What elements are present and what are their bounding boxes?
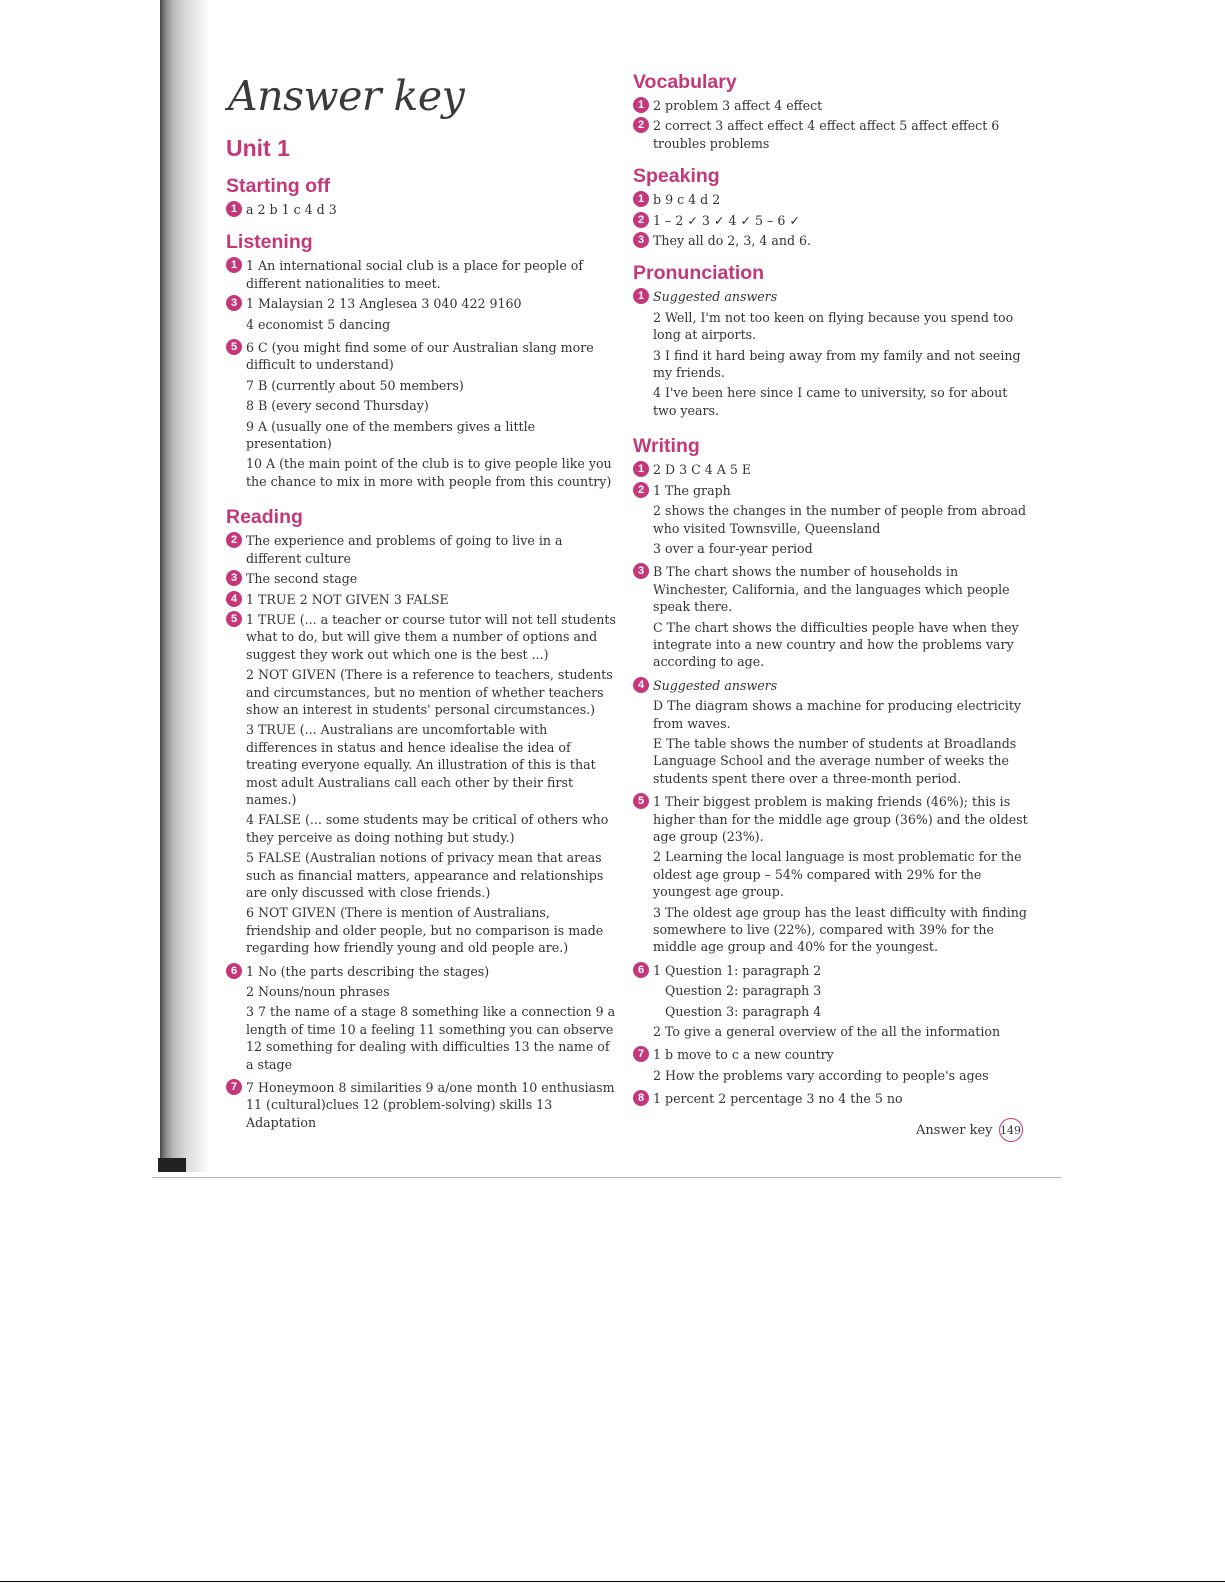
writing-q3 (633, 563, 1033, 673)
heading-vocabulary: Vocabulary (633, 71, 737, 93)
answer-text: 2 problem 3 affect 4 effect (653, 98, 823, 113)
pronunciation-q1 (633, 288, 1033, 422)
answer-line: 3 The oldest age group has the least difficulty with finding somewhere to live (22%), compared with 39% for the middle age group and 40% for the youngest. (653, 904, 1027, 955)
answer-line: 2 To give a general overview of the all the information (653, 1024, 1001, 1040)
writing-q2 (633, 482, 1033, 561)
answer-line: 9 A (usually one of the members gives a little presentation) (246, 418, 536, 452)
heading-writing: Writing (633, 435, 700, 458)
answer-line: 8 B (every second Thursday) (246, 398, 429, 414)
answer-line: 1 Their biggest problem is making friends (46%); this is higher than for the middle age group (36%) and the oldest age group (23%). (653, 794, 1028, 844)
listening-q5 (226, 339, 618, 493)
page-number: 149 (999, 1118, 1023, 1142)
answer-line: 7 B (currently about 50 members) (246, 377, 464, 393)
question-number-badge: 5 (226, 611, 242, 627)
book-spine-corner (158, 1158, 186, 1172)
question-number-badge: 1 (226, 201, 242, 217)
question-number-badge: 1 (633, 288, 649, 304)
question-number-badge: 2 (226, 532, 242, 548)
answer-line: 1 The graph (653, 482, 731, 498)
answer-line: 3 TRUE (... Australians are uncomfortable with differences in status and hence idealise the idea of treating everyone equally. An illustration of this is that most adult Australians call each other by their first names.) (246, 722, 596, 807)
answer-line: D The diagram shows a machine for producing electricity from waves. (653, 698, 1022, 731)
question-number-badge: 3 (633, 232, 649, 248)
question-number-badge: 7 (226, 1079, 242, 1095)
answer-line: 5 FALSE (Australian notions of privacy mean that areas such as financial matters, appearance and relationships are only discussed with close friends.) (246, 850, 604, 900)
heading-starting-off: Starting off (226, 175, 330, 197)
reading-q5 (226, 611, 618, 960)
answer-line: 2 NOT GIVEN (There is a reference to teachers, students and circumstances, but no mention of whether teachers show an interest in students' personal circumstances.) (246, 667, 613, 717)
answer-text: 2 correct 3 affect effect 4 effect affect 5 affect effect 6 troubles problems (653, 118, 1000, 151)
writing-q4 (633, 677, 1033, 790)
answer-line: Question 2: paragraph 3 (665, 983, 822, 999)
answer-line: 1 No (the parts describing the stages) (246, 963, 490, 979)
question-number-badge: 2 (633, 212, 649, 228)
bottom-rule (0, 1581, 1225, 1582)
answer-line: E The table shows the number of students at Broadlands Language School and the average number of weeks the students spent there over a three-month period. (653, 735, 1017, 786)
reading-q4 (226, 591, 618, 608)
answer-intro: Suggested answers (653, 289, 778, 305)
question-number-badge: 3 (633, 563, 649, 579)
question-number-badge: 1 (226, 257, 242, 273)
answer-text: The experience and problems of going to live in a different culture (246, 533, 563, 566)
answer-line: 3 7 the name of a stage 8 something like a connection 9 a length of time 10 a feeling 11 something you can observe 12 something for dealing with difficulties 13 the name of a stage (246, 1004, 616, 1072)
question-number-badge: 5 (226, 339, 242, 355)
unit-title: Unit 1 (226, 135, 290, 161)
answer-line: 4 economist 5 dancing (246, 316, 391, 332)
reading-q2 (226, 532, 618, 567)
answer-line: 2 Learning the local language is most problematic for the oldest age group – 54% compared with 29% for the youngest age group. (653, 849, 1022, 900)
right-column (633, 62, 1033, 1111)
speaking-q1 (633, 191, 1033, 208)
answer-line: 6 C (you might find some of our Australian slang more difficult to understand) (246, 340, 594, 373)
vocabulary-q1 (633, 97, 1033, 114)
reading-q6 (226, 963, 618, 1076)
heading-pronunciation: Pronunciation (633, 262, 765, 285)
listening-q3 (226, 295, 618, 336)
answer-text: 1 – 2 ✓ 3 ✓ 4 ✓ 5 – 6 ✓ (653, 212, 800, 228)
speaking-q3 (633, 232, 1033, 249)
question-number-badge: 4 (633, 677, 649, 693)
answer-line: 2 Nouns/noun phrases (246, 984, 390, 1000)
answer-line: 1 Malaysian 2 13 Anglesea 3 040 422 9160 (246, 296, 522, 312)
question-number-badge: 6 (633, 962, 649, 978)
question-number-badge: 3 (226, 570, 242, 586)
question-number-badge: 1 (633, 461, 649, 477)
book-spine-shadow (160, 0, 210, 1172)
answer-line: 2 shows the changes in the number of people from abroad who visited Townsville, Queensland (653, 503, 1027, 536)
question-number-badge: 1 (633, 97, 649, 113)
answer-text: 7 Honeymoon 8 similarities 9 a/one month 10 enthusiasm 11 (cultural)clues 12 (problem-solving) skills 13 Adaptation (246, 1080, 615, 1130)
vocabulary-q2 (633, 117, 1033, 152)
speaking-q2 (633, 212, 1033, 229)
writing-q1 (633, 461, 1033, 478)
answer-text: The second stage (246, 571, 358, 587)
answer-line: 4 I've been here since I came to university, so for about two years. (653, 385, 1008, 418)
question-number-badge: 7 (633, 1046, 649, 1062)
answer-line: 10 A (the main point of the club is to give people like you the chance to mix in more with people from this country) (246, 456, 612, 489)
answer-text: 1 percent 2 percentage 3 no 4 the 5 no (653, 1091, 903, 1107)
answer-line: 1 b move to c a new country (653, 1047, 834, 1063)
writing-q6 (633, 962, 1033, 1044)
answer-text: They all do 2, 3, 4 and 6. (653, 233, 812, 249)
question-number-badge: 2 (633, 117, 649, 133)
writing-q8 (633, 1090, 1033, 1107)
answer-text: a 2 b 1 c 4 d 3 (246, 202, 337, 217)
question-number-badge: 6 (226, 963, 242, 979)
answer-line: 6 NOT GIVEN (There is mention of Australians, friendship and older people, but no comparison is made regarding how friendly young and old people are.) (246, 905, 604, 956)
question-number-badge: 4 (226, 591, 242, 607)
answer-text: b 9 c 4 d 2 (653, 192, 721, 208)
reading-q7 (226, 1079, 618, 1131)
question-number-badge: 3 (226, 295, 242, 311)
question-number-badge: 8 (633, 1090, 649, 1106)
answer-line: 2 How the problems vary according to people's ages (653, 1067, 989, 1083)
page-title: Answer key (228, 72, 465, 120)
footer-label: Answer key (916, 1122, 993, 1138)
answer-line: 3 I find it hard being away from my family and not seeing my friends. (653, 347, 1021, 381)
writing-q7 (633, 1046, 1033, 1087)
heading-listening: Listening (226, 231, 313, 254)
writing-q5 (633, 793, 1033, 959)
answer-line: 2 Well, I'm not too keen on flying because you spend too long at airports. (653, 309, 1014, 343)
page-footer (916, 1117, 1036, 1143)
answer-line: C The chart shows the difficulties people have when they integrate into a new country and how the problems vary according to age. (653, 619, 1019, 670)
heading-speaking: Speaking (633, 165, 720, 188)
reading-q3 (226, 570, 618, 587)
scan-divider (152, 1177, 1062, 1178)
answer-text: 2 D 3 C 4 A 5 E (653, 462, 752, 478)
question-number-badge: 2 (633, 482, 649, 498)
answer-text: 1 An international social club is a place for people of different nationalities to meet. (246, 258, 584, 291)
left-column (226, 62, 618, 1134)
listening-q1 (226, 257, 618, 292)
answer-line: 1 TRUE (... a teacher or course tutor will not tell students what to do, but will give them a number of options and suggest they work out which one is the best ...) (246, 611, 616, 662)
answer-line: B The chart shows the number of households in Winchester, California, and the languages which people speak there. (653, 564, 1010, 615)
question-number-badge: 1 (633, 191, 649, 207)
answer-line: 1 Question 1: paragraph 2 (653, 962, 822, 978)
answer-line: Question 3: paragraph 4 (665, 1003, 822, 1019)
answer-text: 1 TRUE 2 NOT GIVEN 3 FALSE (246, 591, 449, 607)
starting-off-q1 (226, 201, 618, 218)
question-number-badge: 5 (633, 793, 649, 809)
answer-line: 3 over a four-year period (653, 540, 813, 556)
answer-intro: Suggested answers (653, 677, 778, 693)
answer-line: 4 FALSE (... some students may be critical of others who they perceive as doing nothing but study.) (246, 812, 609, 845)
heading-reading: Reading (226, 506, 303, 529)
